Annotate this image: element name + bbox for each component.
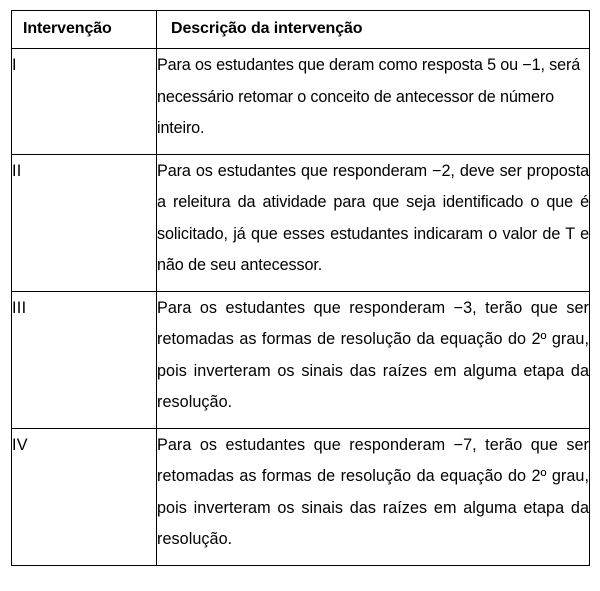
table-row [12, 428, 590, 565]
table-row [12, 49, 590, 155]
table-row [12, 291, 590, 428]
column-header-intervention: Intervenção [12, 11, 157, 49]
cell-intervention-description [157, 49, 590, 155]
description-text: Para os estudantes que responderam −3, terão que ser retomadas as formas de resolução da equação do 2º grau, pois inverteram os sinais das raízes em alguma etapa da resolução. [157, 298, 589, 411]
table-header-row [12, 11, 590, 49]
column-header-description: Descrição da intervenção [157, 11, 590, 49]
intervention-table [11, 10, 590, 566]
table-body [12, 49, 590, 566]
table-header [12, 11, 590, 49]
cell-intervention-description [157, 428, 590, 565]
cell-intervention-number: II [12, 154, 157, 291]
description-text: Para os estudantes que deram como resposta 5 ou −1, será necessário retomar o conceito de antecessor de número inteiro. [157, 56, 581, 137]
cell-intervention-number: IV [12, 428, 157, 565]
description-text: Para os estudantes que responderam −7, terão que ser retomadas as formas de resolução da equação do 2º grau, pois inverteram os sinais das raízes em alguma etapa da resolução. [157, 435, 589, 548]
cell-intervention-description [157, 291, 590, 428]
cell-intervention-description [157, 154, 590, 291]
table-row [12, 154, 590, 291]
description-text: Para os estudantes que responderam −2, deve ser proposta a releitura da atividade para que seja identificado o que é solicitado, já que esses estudantes indicaram o valor de T e não de seu antecessor. [157, 161, 589, 274]
cell-intervention-number: I [12, 49, 157, 155]
cell-intervention-number: III [12, 291, 157, 428]
